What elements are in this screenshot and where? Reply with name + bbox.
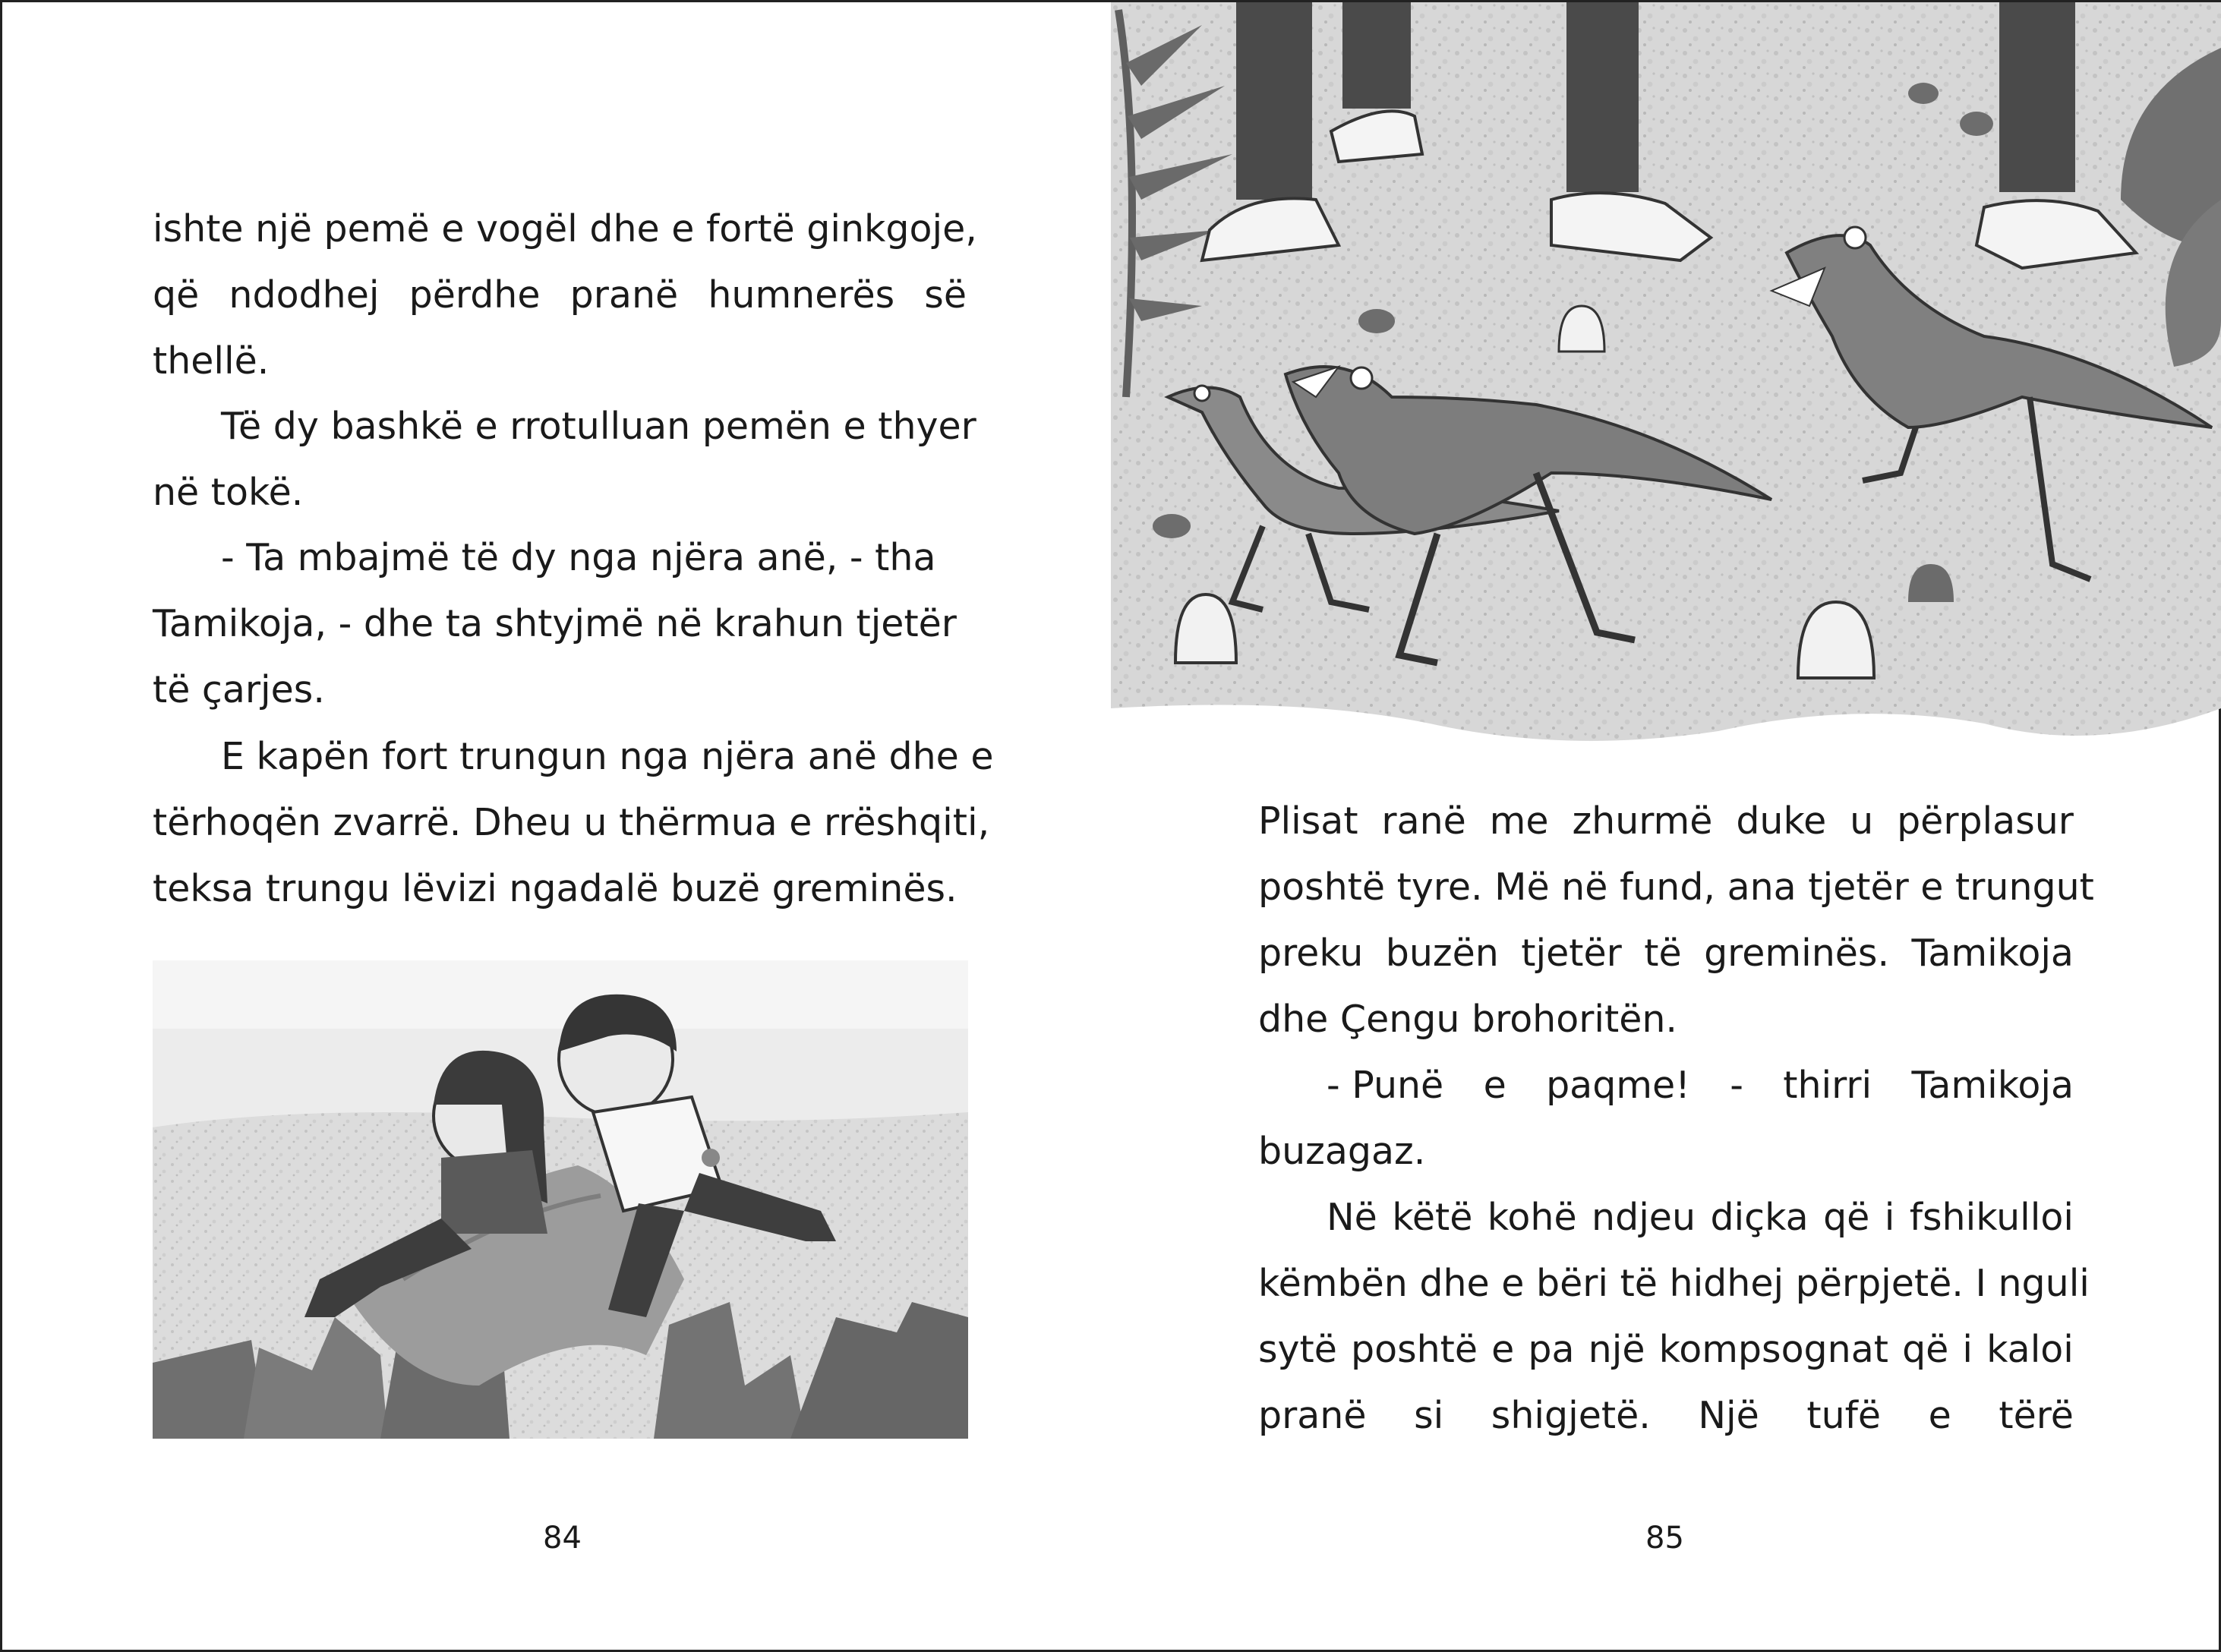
word: preku [1258, 932, 1364, 975]
word: si [1414, 1394, 1444, 1437]
left-paragraph-1 [153, 196, 977, 394]
word: ndjeu [1592, 1196, 1696, 1239]
right-paragraph-3 [1258, 1184, 2090, 1449]
word: kohë [1487, 1196, 1577, 1239]
word: e [1483, 1064, 1506, 1107]
word: Tamikoja [1911, 932, 2074, 975]
word: së [924, 273, 967, 317]
word: ndodhej [229, 273, 380, 317]
text-line: në tokë. [153, 471, 304, 514]
word: përdhe [409, 273, 541, 317]
word: përplasur [1897, 799, 2074, 843]
word: që [1902, 1328, 1949, 1371]
text-line: Të dy bashkë e rrotulluan pemën e thyer [221, 405, 976, 448]
text-line: tërhoqën zvarrë. Dheu u thërmua e rrëshqiti, [153, 801, 990, 844]
text-line [1258, 1316, 2074, 1382]
word: të [1644, 932, 1682, 975]
text-line [1258, 1184, 2074, 1250]
word: tjetër [1521, 932, 1622, 975]
word: paqme! [1546, 1064, 1690, 1107]
word: humnerës [708, 273, 895, 317]
illustration-svg [1111, 2, 2221, 754]
illustration-svg [153, 960, 968, 1439]
word: i [1962, 1328, 1973, 1371]
text-line [153, 262, 967, 328]
word: diçka [1710, 1196, 1809, 1239]
left-page [2, 2, 1111, 1650]
text-line: dhe Çengu brohoritën. [1258, 998, 1677, 1041]
word: Në [1327, 1196, 1377, 1239]
word: poshtë [1351, 1328, 1478, 1371]
word: pranë [1258, 1394, 1367, 1437]
text-line [1258, 1052, 2074, 1118]
word: Një [1698, 1394, 1759, 1437]
word: zhurmë [1572, 799, 1713, 843]
word: pa [1528, 1328, 1575, 1371]
word: me [1489, 799, 1549, 843]
word: e [1491, 1328, 1515, 1371]
compsognathus-illustration [1111, 2, 2221, 754]
word: greminës. [1704, 932, 1890, 975]
left-paragraph-3 [153, 525, 967, 723]
word: që [153, 273, 200, 317]
word: një [1588, 1328, 1645, 1371]
right-paragraph-2 [1258, 1052, 2074, 1184]
word: buzën [1385, 932, 1499, 975]
word: sytë [1258, 1328, 1337, 1371]
text-line: këmbën dhe e bëri të hidhej përpjetë. I nguli [1258, 1262, 2090, 1305]
word: duke [1736, 799, 1827, 843]
text-line [1258, 1382, 2074, 1449]
word: u [1850, 799, 1874, 843]
word: këtë [1392, 1196, 1473, 1239]
text-line: - Ta mbajmë të dy nga njëra anë, - tha [221, 536, 936, 579]
text-line: poshtë tyre. Më në fund, ana tjetër e trungut [1258, 865, 2094, 909]
right-paragraph-1 [1258, 788, 2094, 1052]
word: shigjetë. [1491, 1394, 1651, 1437]
right-page [1111, 2, 2221, 1650]
word: Plisat [1258, 799, 1358, 843]
text-line: ishte një pemë e vogël dhe e fortë ginkgoje, [153, 207, 977, 251]
page-number-left: 84 [543, 1521, 582, 1556]
text-line [1258, 788, 2074, 854]
word: e [1928, 1394, 1951, 1437]
left-paragraph-4 [153, 724, 994, 922]
word: - Punë [1327, 1064, 1444, 1107]
text-line: thellë. [153, 339, 270, 383]
word: i [1884, 1196, 1895, 1239]
word: kaloi [1986, 1328, 2074, 1371]
text-line: Tamikoja, - dhe ta shtyjmë në krahun tjetër [153, 602, 957, 645]
text-line: E kapën fort trungun nga njëra anë dhe e [221, 735, 994, 778]
word: fshikulloi [1909, 1196, 2074, 1239]
word: tufë [1806, 1394, 1882, 1437]
word: thirri [1783, 1064, 1872, 1107]
word: pranë [569, 273, 679, 317]
word: tërë [1999, 1394, 2074, 1437]
page-number-right: 85 [1645, 1521, 1684, 1556]
word: kompsognat [1658, 1328, 1888, 1371]
word: - [1730, 1064, 1743, 1107]
text-line: buzagaz. [1258, 1130, 1426, 1173]
text-line: të çarjes. [153, 668, 325, 711]
word: ranë [1381, 799, 1466, 843]
word: Tamikoja [1911, 1064, 2074, 1107]
text-line: teksa trungu lëvizi ngadalë buzë greminës. [153, 867, 957, 910]
children-pushing-log-illustration [153, 960, 968, 1439]
left-paragraph-2 [153, 393, 976, 525]
word: që [1823, 1196, 1870, 1239]
text-line [1258, 920, 2074, 986]
